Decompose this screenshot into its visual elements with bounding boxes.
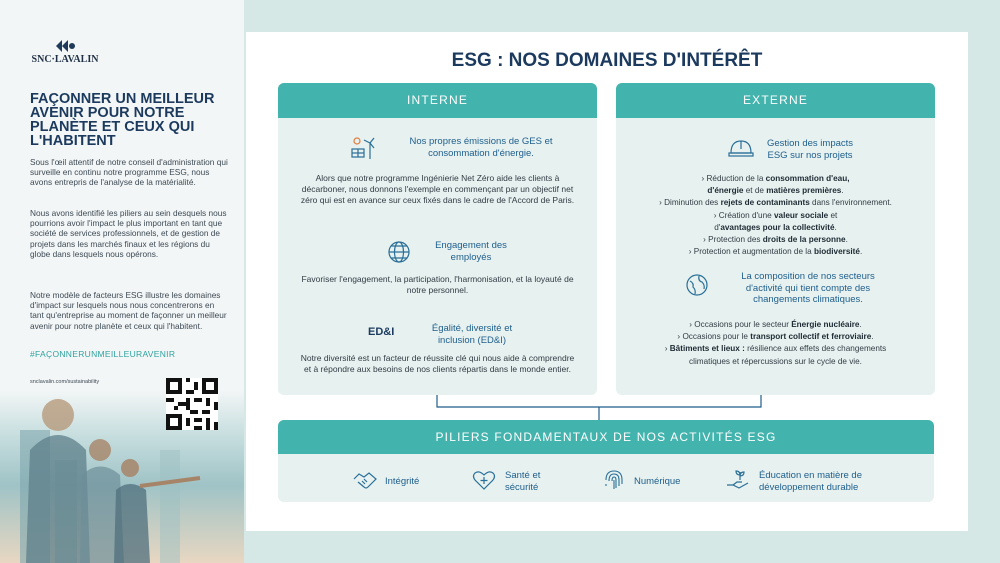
internal-item-2-text: Favoriser l'engagement, la participation, l'harmonisation, et la loyauté de notre personnel. bbox=[301, 274, 574, 296]
left-paragraph-2: Nous avons identifié les piliers au sein desquels nous pourrions avoir l'impact le plus important en tant que société de services professionnels, et de gestion de projets dans les marchés finaux et les régions du globe dans lesquels nous opérons. bbox=[30, 208, 227, 259]
external-header: EXTERNE bbox=[616, 83, 935, 118]
external-item-2-bullets bbox=[626, 319, 925, 368]
internal-item-1-text: Alors que notre programme Ingénierie Net Zéro aide les clients à décarboner, nous donnons l'exemple en commençant par un objectif net zéro qui est en avance sur ceux fixés dans le cadre de l'Accord de Paris. bbox=[300, 173, 575, 206]
solar-wind-icon bbox=[350, 135, 376, 161]
bullet-transit: › Occasions pour le transport collectif et ferroviaire. bbox=[677, 332, 874, 342]
external-item-2-heading: La composition de nos secteurs d'activité qui tient compte des changements climatiques. bbox=[741, 271, 875, 305]
heart-cross-icon bbox=[471, 467, 497, 493]
internal-header: INTERNE bbox=[278, 83, 597, 118]
pillar-integrity: Intégrité bbox=[385, 476, 420, 487]
left-headline: FAÇONNER UN MEILLEUR AVENIR POUR NOTRE PLANÈTE ET CEUX QUI L'HABITENT bbox=[30, 91, 215, 149]
external-item-1-heading: Gestion des impacts ESG sur nos projets bbox=[766, 138, 854, 161]
external-item-1-bullets bbox=[626, 173, 925, 258]
brand-name: SNC·LAVALIN bbox=[31, 54, 99, 65]
pillar-health-safety: Santé et sécurité bbox=[505, 470, 541, 493]
globe-climate-icon bbox=[684, 272, 710, 298]
bullet-contaminants: › Diminution des rejets de contaminants dans l'environnement. bbox=[659, 198, 892, 208]
edi-badge-icon: ED&I bbox=[368, 326, 395, 338]
internal-item-3-text: Notre diversité est un facteur de réussite clé qui nous aide à comprendre et à répondre aux besoins de nos clients répartis dans le monde entier. bbox=[300, 353, 575, 375]
sustainability-url[interactable]: snclavalin.com/sustainability bbox=[30, 379, 100, 385]
internal-item-1-heading: Nos propres émissions de GES et consommation d'énergie. bbox=[409, 136, 553, 159]
bullet-water: › Réduction de la consommation d'eau, bbox=[701, 174, 850, 183]
left-paragraph-1: Sous l'œil attentif de notre conseil d'administration qui surveille en continu notre programme ESG, nous avons entrepris de l'analyse de la matérialité. bbox=[30, 157, 228, 188]
pillars-panel bbox=[278, 420, 934, 502]
internal-item-3-heading: Égalité, diversité et inclusion (ED&I) bbox=[431, 323, 513, 346]
left-panel bbox=[0, 0, 244, 563]
connector-lines bbox=[430, 395, 770, 421]
pillars-header: PILIERS FONDAMENTAUX DE NOS ACTIVITÉS ESG bbox=[278, 420, 934, 454]
bullet-energy: d'énergie et de matières premières. bbox=[707, 186, 844, 196]
bullet-biodiversity: › Protection et augmentation de la biodiversité. bbox=[688, 247, 863, 257]
hard-hat-icon bbox=[728, 134, 754, 160]
internal-item-2-heading: Engagement des employés bbox=[435, 240, 507, 263]
qr-code-icon[interactable] bbox=[166, 378, 218, 430]
bullet-social-value: › Création d'une valeur sociale et bbox=[713, 210, 838, 220]
brand-logo bbox=[30, 38, 100, 65]
left-paragraph-3: Notre modèle de facteurs ESG illustre les domaines d'impact sur lesquels nous nous concentrerons en tant qu'entreprise au moment de façonner un meilleur avenir pour notre planète et ceux qui l'habitent. bbox=[30, 290, 227, 331]
fingerprint-icon bbox=[601, 467, 627, 493]
bullet-nuclear: › Occasions pour le secteur Énergie nucléaire. bbox=[689, 320, 862, 329]
bullet-buildings: › Bâtiments et lieux : résilience aux effets des changements bbox=[664, 344, 887, 354]
handshake-icon bbox=[352, 467, 378, 493]
bullet-community: d'avantages pour la collectivité. bbox=[714, 222, 837, 232]
bullet-lifecycle: climatiques et répercussions sur le cycle de vie. bbox=[689, 356, 862, 366]
pillar-digital: Numérique bbox=[634, 476, 681, 487]
page-title: ESG : NOS DOMAINES D'INTÉRÊT bbox=[451, 50, 763, 71]
external-column bbox=[616, 83, 935, 395]
pillar-education: Éducation en matière de développement durable bbox=[759, 470, 862, 493]
internal-column bbox=[278, 83, 597, 395]
bullet-human-rights: › Protection des droits de la personne. bbox=[703, 235, 848, 245]
logo-icon bbox=[54, 38, 76, 54]
hashtag: #FAÇONNERUNMEILLEURAVENIR bbox=[30, 349, 176, 359]
hand-plant-icon bbox=[725, 467, 751, 493]
globe-people-icon bbox=[386, 239, 412, 265]
